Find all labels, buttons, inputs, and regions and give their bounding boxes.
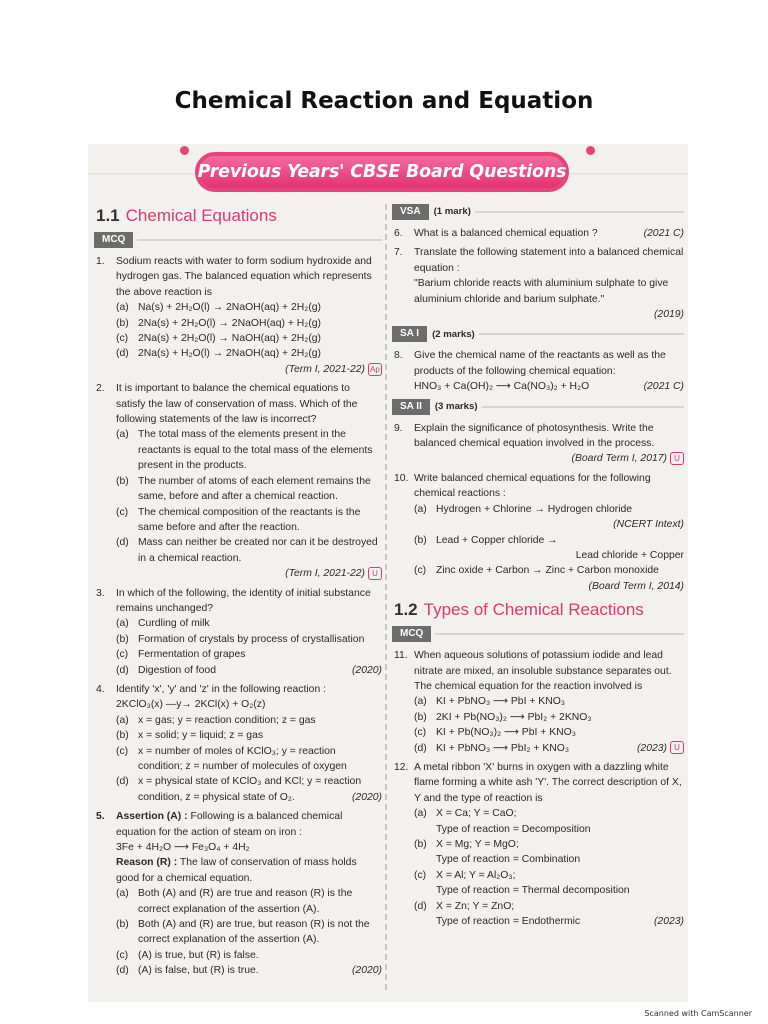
option	[116, 505, 382, 536]
question-number: 2.	[96, 383, 105, 395]
option-text: The number of atoms of each element remains the same, before and after a chemical reaction.	[138, 475, 371, 503]
question-body	[116, 254, 382, 377]
option-content: X = Mg; Y = MgO;	[436, 839, 519, 850]
tag-rule	[479, 333, 684, 335]
source-text: (Term I, 2021-22)	[285, 363, 365, 375]
option-text: Zinc oxide + Carbon → Zinc + Carbon monoxide	[436, 565, 659, 577]
question-body	[414, 648, 684, 756]
vsa-marks: (1 mark)	[433, 206, 471, 218]
option	[116, 647, 382, 662]
question-number: 6.	[394, 228, 403, 239]
option-label: (d)	[414, 900, 427, 912]
banner	[195, 152, 569, 192]
scanned-page	[88, 144, 688, 1002]
option-content: KI + PbNO₃ ⟶ PbI₂ + KNO₃	[436, 742, 570, 754]
reaction-equation: 2KClO₃(x) —y→ 2KCl(x) + O₂(z)	[116, 699, 266, 711]
tag-rule	[482, 406, 684, 408]
banner-text: Previous Years' CBSE Board Questions	[197, 162, 567, 182]
option	[116, 917, 382, 948]
question-body	[414, 421, 684, 467]
question-year: (2020)	[351, 664, 382, 676]
question-quote: "Barium chloride reacts with aluminium sulphate to give aluminium chloride and barium sulphate."	[414, 278, 669, 305]
option-label: (a)	[116, 429, 129, 441]
option	[116, 331, 382, 346]
option-reaction-type: Type of reaction = Decomposition	[436, 823, 591, 835]
question-year: (2019)	[653, 309, 684, 321]
vsa-tag-row	[392, 204, 684, 220]
question-number: 11.	[394, 650, 408, 662]
option-label: (a)	[414, 808, 427, 820]
banner-dot-right	[586, 146, 595, 155]
section-number: 1.2	[394, 600, 418, 620]
question-year: (2020)	[351, 791, 382, 803]
option-text: (A) is true, but (R) is false.	[138, 949, 259, 961]
option-text: KI + Pb(NO₃)₂ ⟶ PbI + KNO₃	[436, 727, 576, 739]
option	[414, 725, 684, 740]
option-content: X = Ca; Y = CaO;	[436, 808, 517, 820]
option-label: (d)	[116, 776, 129, 788]
source-text: (Board Term I, 2017)	[571, 453, 667, 465]
option-label: (a)	[414, 503, 427, 515]
option-label: (a)	[116, 888, 129, 900]
option-text: Hydrogen + Chlorine → Hydrogen chloride	[436, 503, 633, 515]
question-body	[414, 226, 684, 241]
option-label: (a)	[116, 618, 129, 630]
option-text: 2Na(s) + H₂O(l) → 2NaOH(aq) + 2H₂(g)	[138, 348, 322, 360]
option-continuation: Lead chloride + Copper	[575, 549, 684, 561]
option-text: KI + PbNO₃ ⟶ PbI + KNO₃	[436, 696, 566, 708]
option-label: (b)	[116, 919, 129, 931]
option	[116, 713, 382, 728]
question-body	[116, 586, 382, 678]
option	[414, 868, 684, 899]
question-text: It is important to balance the chemical equations to satisfy the law of conservation of mass. Which of the following statements of the law is incorrect?	[116, 383, 358, 426]
question-number: 7.	[394, 247, 403, 259]
option	[116, 427, 382, 473]
reason-label: Reason (R) :	[116, 857, 178, 869]
assertion	[116, 809, 382, 840]
option-content: X = Al; Y = Al₂O₃;	[436, 869, 516, 881]
question-8	[392, 348, 684, 394]
option-reaction-type: Type of reaction = Endothermic	[436, 916, 581, 928]
option	[116, 616, 382, 631]
question-text: Give the chemical name of the reactants as well as the products of the following chemical equation:	[414, 350, 666, 377]
option	[116, 886, 382, 917]
question-4	[94, 682, 382, 805]
question-body	[116, 381, 382, 581]
option-text: 2KI + Pb(NO₃)₂ ⟶ PbI₂ + 2KNO₃	[436, 711, 592, 723]
option	[116, 728, 382, 743]
option-text: The total mass of the elements present in the reactants is equal to the total mass of the elements present in the products.	[138, 429, 373, 472]
reason	[116, 855, 382, 886]
option-text	[436, 837, 684, 868]
question-body	[414, 471, 684, 594]
question-text: Translate the following statement into a balanced chemical equation :	[414, 247, 684, 274]
option-text: The chemical composition of the reactants is the same before and after the reaction.	[138, 506, 361, 533]
question-number: 8.	[394, 350, 403, 362]
option-label: (c)	[116, 949, 129, 961]
option	[414, 563, 684, 578]
option-text: x = number of moles of KClO₃; y = reaction condition; z = number of molecules of oxygen	[138, 745, 347, 772]
question-source	[116, 566, 382, 581]
option	[116, 300, 382, 315]
question-2	[94, 381, 382, 581]
year-text: (2023)	[636, 742, 667, 754]
option-label: (a)	[414, 696, 427, 708]
option-text	[436, 741, 684, 756]
option-reaction-type: Type of reaction = Thermal decomposition	[436, 885, 630, 897]
option-label: (d)	[116, 664, 129, 676]
applying-badge-icon: Ap	[368, 363, 382, 376]
question-number: 12.	[394, 761, 409, 773]
banner-dot-left	[180, 146, 189, 155]
mcq-tag: MCQ	[94, 232, 133, 248]
section-name: Chemical Equations	[125, 206, 277, 225]
option-text: Fermentation of grapes	[138, 649, 246, 661]
option-label: (c)	[116, 649, 129, 661]
option-label: (c)	[116, 333, 129, 345]
assertion-text: Following is a balanced chemical equation for the action of steam on iron :	[116, 811, 343, 838]
question-text: A metal ribbon 'X' burns in oxygen with a dazzling white flame forming a white ash 'Y'. The correct description of X, Y and the type of reaction is	[414, 761, 682, 804]
option-label: (a)	[116, 302, 129, 314]
column-divider	[385, 204, 387, 990]
option-label: (b)	[414, 839, 427, 850]
option-label: (c)	[116, 506, 129, 518]
option-label: (d)	[414, 742, 427, 754]
option-text: Both (A) and (R) are true, but reason (R) is not the correct explanation of the assertion (A).	[138, 919, 370, 946]
question-text: Explain the significance of photosynthesis. Write the balanced chemical equation involved in the process.	[414, 422, 655, 450]
sa2-marks: (3 marks)	[434, 400, 478, 412]
question-text: What is a balanced chemical equation ?	[414, 228, 598, 239]
option	[414, 694, 684, 709]
sa1-tag: SA I	[392, 326, 427, 342]
question-number: 1.	[96, 256, 105, 267]
question-body	[414, 245, 684, 322]
option-text	[138, 963, 382, 978]
option	[116, 316, 382, 331]
option	[116, 663, 382, 678]
tag-rule	[435, 633, 684, 635]
option	[116, 774, 382, 805]
question-year: (2021 C)	[643, 381, 684, 393]
camscanner-watermark: Scanned with CamScanner	[644, 1009, 752, 1018]
question-number: 10.	[394, 472, 409, 484]
section-1-2-title	[394, 598, 684, 622]
sa1-marks: (2 marks)	[432, 328, 475, 340]
question-year: (2023)	[653, 916, 684, 928]
option-label: (d)	[116, 348, 129, 360]
option-text	[436, 806, 684, 837]
mcq-tag-row	[94, 232, 382, 248]
equation-line	[414, 379, 684, 394]
question-body	[116, 809, 382, 978]
option-text	[138, 663, 382, 678]
right-column	[392, 202, 684, 933]
option-text: Lead + Copper chloride →	[436, 534, 558, 546]
tag-rule	[475, 211, 684, 213]
question-text: When aqueous solutions of potassium iodide and lead nitrate are mixed, an insoluble substance separates out. The chemical equation for the reaction involved is	[414, 650, 672, 692]
assertion-label: Assertion (A) :	[116, 811, 188, 823]
question-text: Write balanced chemical equations for the following chemical reactions :	[414, 472, 651, 500]
option	[116, 963, 382, 978]
question-source	[414, 451, 684, 466]
option-reaction-type: Type of reaction = Combination	[436, 854, 581, 866]
question-9	[392, 421, 684, 467]
left-column	[94, 202, 382, 983]
section-1-1-title	[96, 204, 382, 228]
option-label: (b)	[116, 633, 129, 645]
option-label: (b)	[116, 475, 129, 487]
tag-rule	[137, 239, 382, 241]
sa2-tag: SA II	[392, 399, 430, 415]
option-text: x = gas; y = reaction condition; z = gas	[138, 714, 316, 726]
option-content: Digestion of food	[138, 664, 216, 676]
question-text: Identify 'x', 'y' and 'z' in the following reaction :	[116, 683, 327, 695]
option-label: (d)	[116, 965, 129, 977]
question-year: (2021 C)	[643, 228, 684, 239]
question-year: (2020)	[351, 965, 382, 977]
sa2-tag-row	[392, 399, 684, 415]
option	[414, 502, 684, 517]
question-number: 3.	[96, 587, 105, 599]
reaction-equation: 3Fe + 4H₂O ⟶ Fe₃O₄ + 4H₂	[116, 842, 250, 854]
question-6	[392, 226, 684, 241]
option-label: (b)	[414, 711, 427, 723]
question-source	[116, 362, 382, 377]
option-label: (c)	[116, 745, 129, 757]
option-text: x = solid; y = liquid; z = gas	[138, 730, 264, 742]
option-label: (b)	[116, 317, 129, 329]
question-3	[94, 586, 382, 678]
option	[116, 632, 382, 647]
option	[116, 346, 382, 361]
option-content: (A) is false, but (R) is true.	[138, 965, 259, 977]
option-text: Formation of crystals by process of crystallisation	[138, 633, 365, 645]
question-number: 4.	[96, 683, 105, 695]
mcq-tag: MCQ	[392, 626, 431, 642]
reaction-equation: HNO₃ + Ca(OH)₂ ⟶ Ca(NO₃)₂ + H₂O	[414, 381, 590, 393]
understanding-badge-icon: U	[670, 452, 684, 465]
question-7	[392, 245, 684, 322]
question-12	[392, 760, 684, 929]
option-label: (c)	[414, 869, 427, 881]
question-source: (Board Term I, 2014)	[588, 580, 684, 592]
option-text: Mass can neither be created nor can it be destroyed in a chemical reaction.	[138, 537, 378, 564]
question-body	[116, 682, 382, 805]
option-content: X = Zn; Y = ZnO;	[436, 900, 515, 912]
question-10	[392, 471, 684, 594]
option-label: (c)	[414, 727, 427, 739]
option-text: Na(s) + 2H₂O(l) → 2NaOH(aq) + 2H₂(g)	[138, 302, 322, 314]
question-body	[414, 348, 684, 394]
reason-text: The law of conservation of mass holds good for a chemical equation.	[116, 857, 357, 884]
page-title: Chemical Reaction and Equation	[174, 88, 594, 114]
question-number: 9.	[394, 422, 403, 434]
question-1	[94, 254, 382, 377]
understanding-badge-icon: U	[670, 741, 684, 754]
option	[414, 806, 684, 837]
option	[414, 533, 684, 548]
question-11	[392, 648, 684, 756]
sa1-tag-row	[392, 326, 684, 342]
option-text: 2Na(s) + 2H₂O(l) → NaOH(aq) + 2H₂(g)	[138, 333, 322, 345]
option-content: x = physical state of KClO₃ and KCl; y = reaction condition, z = physical state of O₂.	[138, 776, 362, 803]
question-body	[414, 760, 684, 929]
section-name: Types of Chemical Reactions	[423, 600, 644, 620]
option	[116, 474, 382, 505]
option-text: Curdling of milk	[138, 618, 210, 630]
question-5	[94, 809, 382, 978]
option	[414, 837, 684, 868]
option	[116, 535, 382, 566]
mcq-tag-row	[392, 626, 684, 642]
question-number: 5.	[96, 811, 105, 823]
option-label: (b)	[414, 534, 427, 546]
understanding-badge-icon: U	[368, 567, 382, 580]
source-text: (Term I, 2021-22)	[285, 568, 365, 580]
option-text: 2Na(s) + 2H₂O(l) → 2NaOH(aq) + H₂(g)	[138, 317, 322, 329]
option-text	[436, 899, 684, 930]
question-year	[637, 741, 684, 756]
option-label: (c)	[414, 565, 427, 577]
option	[116, 948, 382, 963]
option	[116, 744, 382, 775]
question-text: In which of the following, the identity of initial substance remains unchanged?	[116, 587, 371, 614]
option-label: (a)	[116, 714, 129, 726]
option-source: (NCERT Intext)	[613, 519, 684, 531]
section-number: 1.1	[96, 206, 120, 225]
option	[414, 899, 684, 930]
option-text: Both (A) and (R) are true and reason (R) is the correct explanation of the assertion (A).	[138, 888, 353, 915]
option-label: (b)	[116, 730, 129, 742]
option	[414, 741, 684, 756]
option-label: (d)	[116, 537, 129, 549]
question-text: Sodium reacts with water to form sodium hydroxide and hydrogen gas. The balanced equation which represents the above reaction is	[116, 256, 372, 298]
option-text	[436, 868, 684, 899]
option	[414, 710, 684, 725]
vsa-tag: VSA	[392, 204, 429, 220]
option-text	[138, 774, 382, 805]
